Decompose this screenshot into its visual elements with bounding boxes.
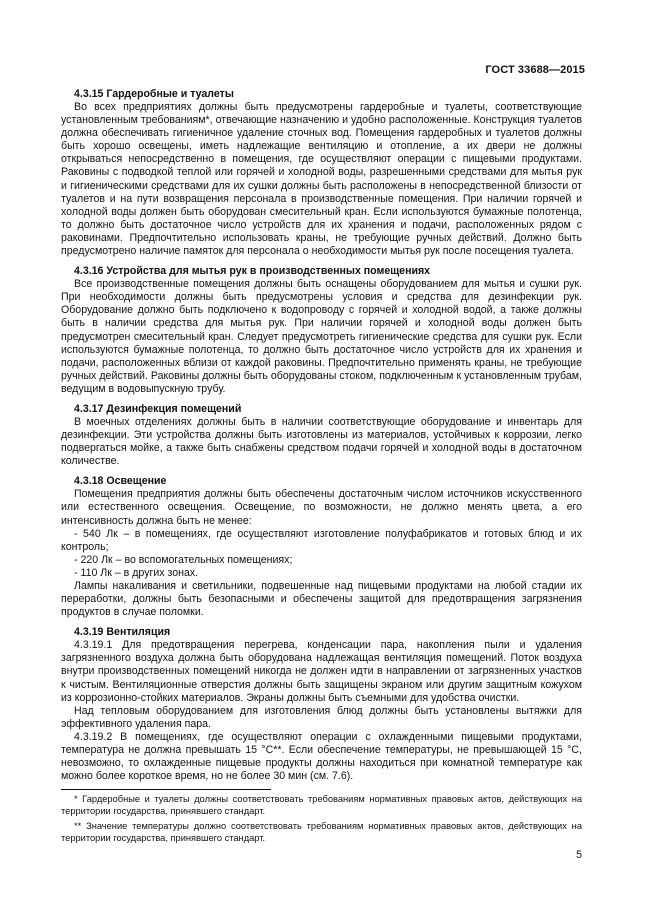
footnote: ** Значение температуры должно соответствовать требованиям нормативных правовых актов, действующих на территории государства, принявшего стандарт. [61,821,582,844]
paragraph: В моечных отделениях должны быть в наличии соответствующие оборудование и инвентарь для дезинфекции. Эти устройства должны быть изготовлены из материалов, устойчивых к коррозии, легко подвергаться мойке, а также быть снабжены средством подачи горячей и холодной воды в достаточном количестве. [61,415,582,468]
section-heading: 4.3.16 Устройства для мытья рук в производственных помещениях [74,265,431,278]
section-heading: 4.3.19 Вентиляция [74,626,171,639]
paragraph: 4.3.19.2 В помещениях, где осуществляют операции с охлажденными пищевыми продуктами, температура не должна превышать 15 °С**. Если обеспечение температуры, не превышающей 15 °С, невозможно, то охлажденные пищевые продукты должны находиться при комнатной температуре как можно более короткое время, но не более 30 мин (см. 7.6). [61,730,582,783]
section-heading: 4.3.15 Гардеробные и туалеты [74,88,234,100]
paragraph: Все производственные помещения должны быть оснащены оборудованием для мытья и сушки рук. При необходимости должны быть предусмотрены условия и средства для дезинфекции рук. Оборудование должно быть подключено к водопроводу с горячей и холодной водой, а также должны быть в наличии средства для мытья рук. При наличии горячей и холодной воды должен быть предусмотрен смесительный кран. Следует предусмотреть гигиенические средства для сушки рук. Если используются бумажные полотенца, то должно быть достаточное число устройств для их хранения и подачи, расположенных вблизи от каждой раковины. Предпочтительно применять краны, не требующие ручных действий. Раковины должны быть оборудованы стоком, подключенным к установленным трубам, ведущим в водовыпускную трубу. [61,278,582,395]
footnote: * Гардеробные и туалеты должны соответствовать требованиям нормативных правовых актов, действующих на территории государства, принявшего стандарт. [61,794,582,817]
list-item: - 540 Лк – в помещениях, где осуществляют изготовление полуфабрикатов и готовых блюд и их контроль; [61,527,582,553]
section-4-3-19 [61,625,582,783]
section-heading: 4.3.17 Дезинфекция помещений [74,402,242,415]
section-4-3-16 [61,264,582,396]
section-heading: 4.3.18 Освещение [74,475,167,488]
paragraph: Над тепловым оборудованием для изготовления блюд должны быть установлены вытяжки для эффективного удаления пара. [61,704,582,730]
page-number: 5 [576,849,582,861]
section-4-3-17 [61,402,582,468]
paragraph: Лампы накаливания и светильники, подвешенные над пищевыми продуктами на любой стадии их переработки, должны быть безопасными и обеспечены защитой для предотвращения загрязнения продуктов в случае поломки. [61,580,582,619]
paragraph: 4.3.19.1 Для предотвращения перегрева, конденсации пара, накопления пыли и удаления загрязненного воздуха должна быть оборудована надлежащая вентиляция помещений. Поток воздуха внутри производственных помещений никогда не должен идти в направлении от загрязненных участков к чистым. Вентиляционные отверстия должны быть защищены экраном или другим защитным кожухом из коррозионно-стойких материалов. Экраны должны быть съемными для удобства очистки. [61,639,582,704]
standard-code: ГОСТ 33688—2015 [485,64,585,76]
section-4-3-18 [61,474,582,619]
paragraph: Во всех предприятиях должны быть предусмотрены гардеробные и туалеты, соответствующие установленным требованиям*, отвечающие назначению и удобно расположенные. Конструкция туалетов должна обеспечивать гигиеничное удаление сточных вод. Помещения гардеробных и туалетов должны быть хорошо освещены, иметь надлежащие вентиляцию и отопление, а их двери не должны открываться непосредственно в помещения, где осуществляют операции с пищевыми продуктами. Раковины с подводкой теплой или горячей и холодной воды, разрешенными средствами для мытья рук и гигиеническими средствами для их сушки должны быть расположены в непосредственной близости от туалетов и на пути возвращения персонала в производственные помещения. При наличии горячей и холодной воды должен быть оборудован смесительный кран. Если используются бумажные полотенца, то должно быть достаточное число устройств для их хранения и подачи, расположенных рядом с раковинами. Предпочтительно использовать краны, не требующие ручных действий. Должно быть предусмотрено наличие памяток для персонала о необходимости мытья рук после посещения туалета. [61,101,582,258]
section-4-3-15 [61,87,582,258]
footnote-divider [61,789,271,790]
list-item: - 110 Лк – в других зонах. [74,566,199,579]
paragraph: Помещения предприятия должны быть обеспечены достаточным числом источников искусственного или естественного освещения. Освещение, по возможности, не должно менять цвета, а его интенсивность должна быть не менее: [61,488,582,527]
list-item: - 220 Лк – во вспомогательных помещениях; [74,553,293,566]
page-body [61,84,582,847]
